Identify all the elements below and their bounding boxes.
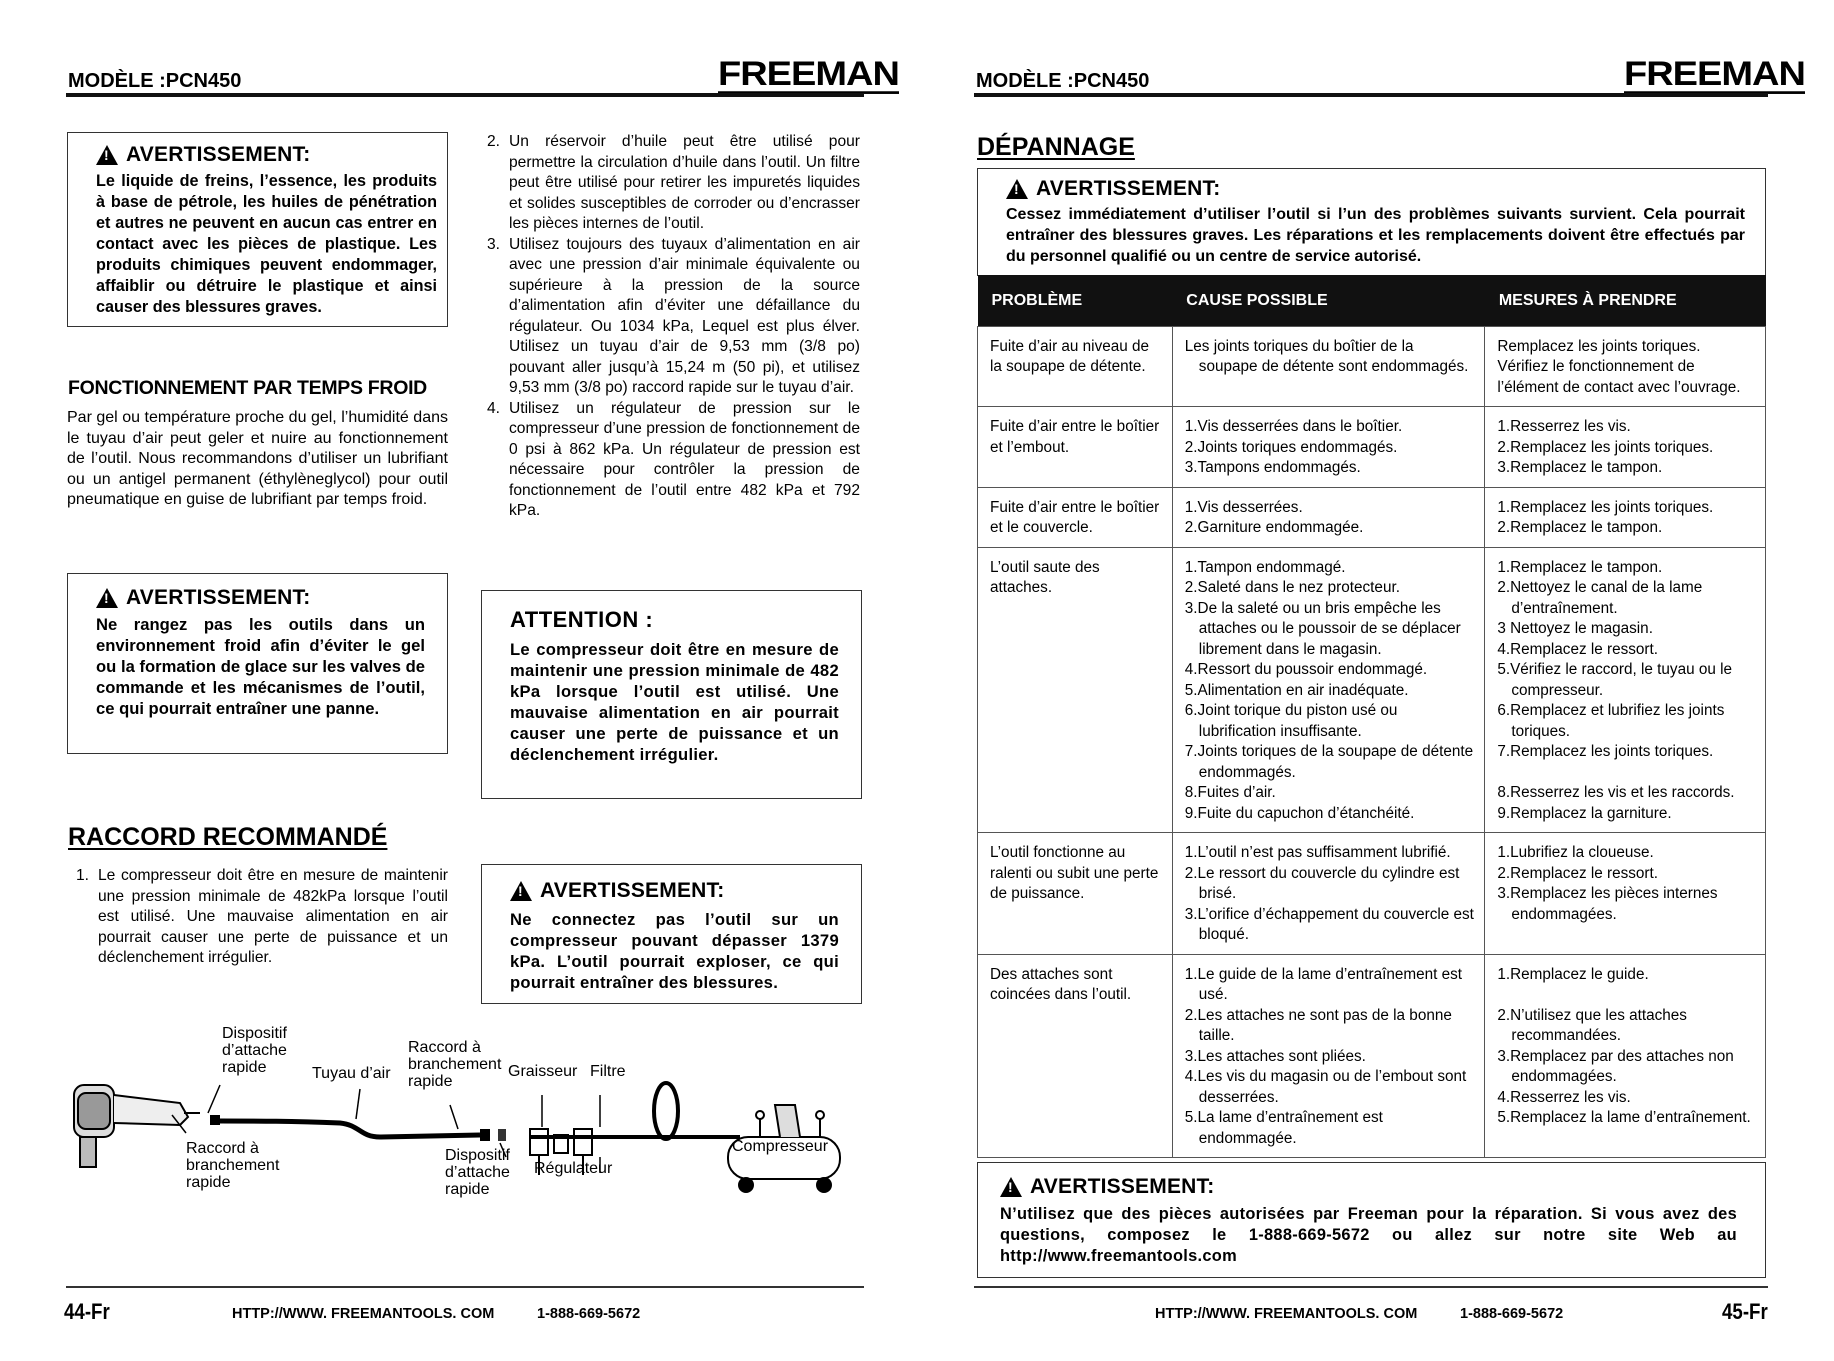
- attention-title: ATTENTION :: [510, 607, 654, 632]
- cause-item: 6.Joint torique du piston usé ou lubrification insuffisante.: [1184, 702, 1398, 740]
- action-cell: [1485, 547, 1766, 833]
- cause-item: 3.L’orifice d’échappement du couvercle est bloqué.: [1184, 905, 1474, 943]
- warning-title: ! AVERTISSEMENT:: [96, 143, 437, 167]
- cause-item: 2.Saleté dans le nez protecteur.: [1184, 579, 1400, 596]
- page-number: 45-Fr: [1722, 1299, 1768, 1324]
- warning-box-plastic: [67, 132, 448, 327]
- label-filter: Filtre: [590, 1063, 626, 1080]
- action-item: 9.Remplacez la garniture.: [1497, 804, 1672, 822]
- cause-item: 1.Vis desserrées.: [1184, 498, 1303, 516]
- footer-phone: 1-888-669-5672: [537, 1306, 641, 1322]
- cause-item: 8.Fuites d’air.: [1184, 784, 1276, 801]
- action-item: 6.Remplacez et lubrifiez les joints toriques.: [1497, 702, 1725, 740]
- action-item: 4.Resserrez les vis.: [1497, 1088, 1631, 1106]
- label-regulator: Régulateur: [534, 1160, 613, 1177]
- troubleshooting-table: [977, 275, 1766, 1158]
- warning-triangle-icon: [96, 145, 118, 165]
- action-item: 5.Remplacez la lame d’entraînement.: [1497, 1109, 1751, 1126]
- list-item: 3. Utilisez toujours des tuyaux d’alimentation en air avec une pression d’air minimale équivalente ou supérieure à la pression de la source d’alimentation afin d’éviter une défaillance du régulateur. Ou 1034 kPa, Lequel est plus élver. Utilisez un tuyau d’air de 9,53 mm (3/8 po) pouvant aller jusqu’à 15,24 m (50 pi), et utilisez 9,53 mm (3/8 po) raccord rapide sur le tuyau d’air.: [487, 235, 860, 396]
- column-header: CAUSE POSSIBLE: [1172, 275, 1485, 326]
- problem-cell: Fuite d’air entre le boîtier et le couvercle.: [978, 487, 1173, 547]
- table-row: [978, 326, 1766, 407]
- cause-item: 9.Fuite du capuchon d’étanchéité.: [1184, 804, 1415, 822]
- action-item: 2.Nettoyez le canal de la lame d’entraînement.: [1497, 579, 1703, 617]
- action-cell: [1485, 487, 1766, 547]
- cause-item: 2.Le ressort du couvercle du cylindre est brisé.: [1184, 864, 1460, 902]
- label-quick-plug-top: Raccord à branchement rapide: [408, 1039, 502, 1090]
- action-item: 1.Resserrez les vis.: [1497, 418, 1631, 435]
- warning-text: Le liquide de freins, l’essence, les produits à base de pétrole, les huiles de pénétration et autres ne peuvent en aucun cas entrer en contact avec les pièces de plastique. Les produits chimiques peuvent endommager, affaiblir ou détruire le plastique et ainsi causer des blessures graves.: [96, 172, 437, 316]
- action-cell: [1485, 407, 1766, 488]
- cause-item: 2.Joints toriques endommagés.: [1184, 438, 1398, 456]
- label-compressor: Compresseur: [732, 1138, 829, 1155]
- cause-item: 1.Vis desserrées dans le boîtier.: [1184, 418, 1403, 435]
- list-item: 2. Un réservoir d’huile peut être utilisé pour permettre la circulation d’huile dans l’outil. Un filtre peut être utilisé pour retirer les impuretés liquides et solides susceptibles de corroder ou d’encrasser les pièces internes de l’outil.: [487, 133, 860, 232]
- header-rule: [974, 93, 1768, 97]
- cause-item: 4.Ressort du poussoir endommagé.: [1184, 661, 1428, 678]
- footer-rule: [974, 1286, 1768, 1288]
- action-item: 1.Remplacez le guide.: [1497, 965, 1649, 983]
- action-item: 2.Remplacez le tampon.: [1497, 519, 1663, 536]
- warning-title: ! AVERTISSEMENT:: [96, 586, 425, 610]
- table-row: [978, 547, 1766, 833]
- cause-cell: [1172, 954, 1485, 1158]
- cause-cell: [1172, 326, 1485, 407]
- problem-cell: Fuite d’air entre le boîtier et l’embout.: [978, 407, 1173, 488]
- label-quick-plug-bottom: Raccord à branchement rapide: [186, 1140, 280, 1191]
- warning-triangle-icon: [510, 881, 532, 901]
- table-row: [978, 407, 1766, 488]
- cause-item: 3.De la saleté ou un bris empêche les attaches ou le poussoir de se déplacer librement dans le magasin.: [1184, 599, 1461, 658]
- warning-box-cold: [67, 573, 448, 754]
- cause-item: 2.Les attaches ne sont pas de la bonne taille.: [1184, 1006, 1452, 1044]
- table-row: [978, 954, 1766, 1158]
- cause-item: 2.Garniture endommagée.: [1184, 519, 1364, 536]
- cause-item: 5.La lame d’entraînement est endommagée.: [1184, 1109, 1383, 1147]
- cause-item: 1.Tampon endommagé.: [1184, 558, 1346, 576]
- troubleshooting-heading: DÉPANNAGE: [977, 133, 1135, 161]
- attention-box: [481, 590, 862, 799]
- action-item: [1497, 985, 1755, 1006]
- label-quick-coupler-2: Dispositif d’attache rapide: [445, 1147, 510, 1198]
- table-row: [978, 833, 1766, 955]
- list-item: 1. Le compresseur doit être en mesure de maintenir une pression minimale de 482kPa lorsque l’outil est utilisé. Une mauvaise alimentation en air pourrait causer une perte de puissance et un déclenchement irrégulier.: [76, 867, 448, 966]
- footer-url: HTTP://WWW. FREEMANTOOLS. COM: [232, 1306, 495, 1322]
- action-item: 8.Resserrez les vis et les raccords.: [1497, 784, 1735, 801]
- warning-text: Cessez immédiatement d’utiliser l’outil si l’un des problèmes suivants survient. Cela pourrait entraîner des blessures graves. Les réparations et les remplacements doivent être effectués par du personnel qualifié ou un centre de service autorisé.: [1006, 206, 1745, 265]
- requirements-list: [487, 132, 860, 522]
- action-item: Remplacez les joints toriques.: [1497, 337, 1701, 355]
- cause-item: 3.Tampons endommagés.: [1184, 459, 1361, 476]
- raccord-list: [76, 866, 448, 969]
- cause-cell: [1172, 547, 1485, 833]
- action-item: 1.Remplacez les joints toriques.: [1497, 498, 1714, 516]
- cause-cell: [1172, 407, 1485, 488]
- cause-item: 3.Les attaches sont pliées.: [1184, 1047, 1366, 1065]
- warning-title: ! AVERTISSEMENT:: [1006, 177, 1745, 201]
- warning-title: ! AVERTISSEMENT:: [510, 879, 839, 903]
- action-item: 4.Remplacez le ressort.: [1497, 640, 1659, 658]
- cause-item: 1.Le guide de la lame d’entraînement est usé.: [1184, 965, 1463, 1003]
- action-cell: [1485, 326, 1766, 407]
- footer-phone: 1-888-669-5672: [1460, 1306, 1564, 1322]
- label-air-hose: Tuyau d’air: [312, 1065, 391, 1082]
- action-item: [1497, 763, 1755, 784]
- footer-rule: [66, 1286, 864, 1288]
- warning-box-stop-use: [977, 168, 1766, 276]
- action-item: 1.Remplacez le tampon.: [1497, 558, 1663, 576]
- warning-triangle-icon: [1000, 1177, 1022, 1197]
- problem-cell: L’outil fonctionne au ralenti ou subit une perte de puissance.: [978, 833, 1173, 955]
- problem-cell: Des attaches sont coincées dans l’outil.: [978, 954, 1173, 1158]
- freeman-logo: FREEMAN: [1624, 55, 1805, 94]
- action-item: l’élément de contact avec l’ouvrage.: [1497, 378, 1741, 396]
- cause-item: 4.Les vis du magasin ou de l’embout sont desserrées.: [1184, 1068, 1467, 1106]
- raccord-heading: RACCORD RECOMMANDÉ: [68, 823, 388, 851]
- column-header: PROBLÈME: [978, 275, 1173, 326]
- label-quick-coupler-1: Dispositif d’attache rapide: [222, 1025, 287, 1076]
- warning-triangle-icon: [1006, 179, 1028, 199]
- cause-item: 7.Joints toriques de la soupape de détente endommagés.: [1184, 743, 1474, 781]
- action-item: 7.Remplacez les joints toriques.: [1497, 743, 1714, 760]
- cause-cell: [1172, 487, 1485, 547]
- problem-cell: Fuite d’air au niveau de la soupape de détente.: [978, 326, 1173, 407]
- header-rule: [66, 93, 864, 97]
- cause-item: 5.Alimentation en air inadéquate.: [1184, 681, 1409, 699]
- list-item: 4. Utilisez un régulateur de pression sur le compresseur d’une pression de fonctionnement de 0 psi à 862 kPa. Un régulateur de pression est nécessaire pour contrôler la pression de fonctionnement de l’outil entre 482 kPa et 792 kPa.: [487, 399, 860, 519]
- table-row: [978, 487, 1766, 547]
- cause-item: 1.L’outil n’est pas suffisamment lubrifié.: [1184, 844, 1451, 861]
- action-item: 2.N’utilisez que les attaches recommandées.: [1497, 1006, 1687, 1044]
- attention-text: Le compresseur doit être en mesure de maintenir une pression minimale de 482 kPa lorsque l’outil est utilisé. Une mauvaise alimentation en air pourrait causer une perte de puissance et un déclenchement irrégulier.: [510, 640, 839, 764]
- action-item: 2.Remplacez le ressort.: [1497, 864, 1659, 882]
- cold-weather-heading: FONCTIONNEMENT PAR TEMPS FROID: [68, 377, 427, 399]
- column-header: MESURES À PRENDRE: [1485, 275, 1766, 326]
- action-item: 5.Vérifiez le raccord, le tuyau ou le compresseur.: [1497, 661, 1733, 699]
- action-item: 3 Nettoyez le magasin.: [1497, 620, 1653, 637]
- warning-box-parts: [977, 1162, 1766, 1278]
- cause-item: Les joints toriques du boîtier de la soupape de détente sont endommagés.: [1184, 337, 1469, 375]
- footer-url: HTTP://WWW. FREEMANTOOLS. COM: [1155, 1306, 1418, 1322]
- action-cell: [1485, 954, 1766, 1158]
- warning-box-compressor: [481, 864, 862, 1004]
- model-title: MODÈLE :PCN450: [976, 70, 1150, 92]
- cause-cell: [1172, 833, 1485, 955]
- action-cell: [1485, 833, 1766, 955]
- cold-weather-text: Par gel ou température proche du gel, l’humidité dans le tuyau d’air peut geler et nuire au fonctionnement de l’outil. Nous recommandons d’utiliser un lubrifiant ou un antigel permanent (éthylèneglycol) pour outil pneumatique en guise de lubrifiant par temps froid.: [67, 409, 448, 508]
- freeman-logo: FREEMAN: [718, 55, 899, 94]
- model-title: MODÈLE :PCN450: [68, 70, 242, 92]
- page-number: 44-Fr: [64, 1299, 110, 1324]
- action-item: 3.Remplacez par des attaches non endommagées.: [1497, 1047, 1734, 1085]
- action-item: 1.Lubrifiez la cloueuse.: [1497, 844, 1654, 861]
- air-supply-diagram: [60, 1025, 860, 1215]
- warning-title: ! AVERTISSEMENT:: [1000, 1175, 1737, 1199]
- action-item: 3.Remplacez le tampon.: [1497, 459, 1663, 476]
- problem-cell: L’outil saute des attaches.: [978, 547, 1173, 833]
- action-item: Vérifiez le fonctionnement de: [1497, 358, 1695, 375]
- warning-triangle-icon: [96, 588, 118, 608]
- warning-text: N’utilisez que des pièces autorisées par Freeman pour la réparation. Si vous avez des questions, composez le 1-888-669-5672 ou allez sur notre site Web au http://www.freemantools.com: [1000, 1205, 1737, 1265]
- action-item: 2.Remplacez les joints toriques.: [1497, 438, 1714, 456]
- table-header-row: [978, 275, 1766, 326]
- action-item: 3.Remplacez les pièces internes endommagées.: [1497, 885, 1718, 923]
- warning-text: Ne connectez pas l’outil sur un compresseur pouvant dépasser 1379 kPa. L’outil pourrait exploser, ce qui pourrait entraîner des blessures.: [510, 910, 839, 992]
- warning-text: Ne rangez pas les outils dans un environnement froid afin d’éviter le gel ou la formation de glace sur les valves de commande et les mécanismes de l’outil, ce qui pourrait entraîner une panne.: [96, 615, 425, 718]
- label-lubricator: Graisseur: [508, 1063, 578, 1080]
